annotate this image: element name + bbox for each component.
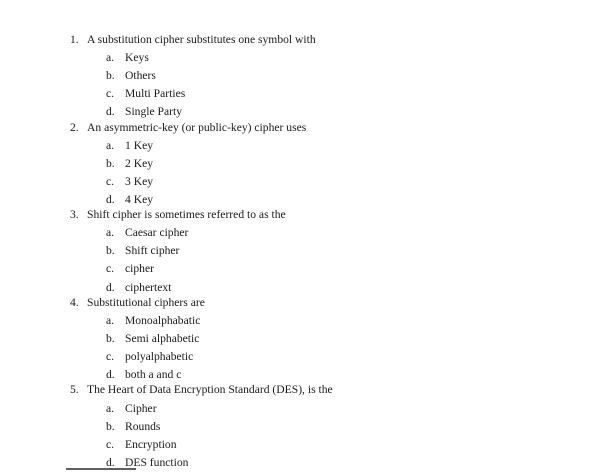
option-letter: a.	[106, 314, 115, 327]
option-text: both a and c	[125, 368, 182, 381]
option-letter: d.	[106, 368, 115, 381]
option-letter: c.	[106, 175, 115, 188]
option-text: Semi alphabetic	[125, 332, 200, 345]
question-text: Substitutional ciphers are	[87, 296, 205, 309]
option-letter: b.	[106, 69, 115, 82]
option-letter: d.	[106, 281, 115, 294]
option-letter: c.	[106, 438, 115, 451]
question-number: 2.	[70, 121, 79, 134]
option-letter: d.	[106, 105, 115, 118]
option-letter: c.	[106, 262, 115, 275]
option-letter: a.	[106, 139, 115, 152]
option-letter: a.	[106, 402, 115, 415]
option-text: 1 Key	[125, 139, 154, 152]
option-text: Monoalphabatic	[125, 314, 201, 327]
question-text: An asymmetric-key (or public-key) cipher uses	[87, 121, 307, 134]
cut-off-text-line	[66, 468, 136, 473]
option-text: Encryption	[125, 438, 177, 451]
option-letter: c.	[106, 87, 115, 100]
option-letter: d.	[106, 456, 115, 469]
option-text: Single Party	[125, 105, 183, 118]
question-text: The Heart of Data Encryption Standard (DES), is the	[87, 383, 333, 396]
question-text: A substitution cipher substitutes one symbol with	[87, 33, 316, 46]
option-letter: b.	[106, 332, 115, 345]
option-text: Shift cipher	[125, 244, 180, 257]
option-letter: d.	[106, 193, 115, 206]
option-letter: c.	[106, 350, 115, 363]
question-number: 3.	[70, 208, 79, 221]
question-number: 5.	[70, 383, 79, 396]
option-letter: a.	[106, 226, 115, 239]
option-letter: a.	[106, 51, 115, 64]
option-text: cipher	[125, 262, 154, 275]
option-text: 2 Key	[125, 157, 154, 170]
option-text: Cipher	[125, 402, 157, 415]
option-text: DES function	[125, 456, 189, 469]
option-text: Rounds	[125, 420, 161, 433]
option-text: Caesar cipher	[125, 226, 189, 239]
option-text: Keys	[125, 51, 149, 64]
option-text: polyalphabetic	[125, 350, 194, 363]
option-letter: b.	[106, 420, 115, 433]
question-text: Shift cipher is sometimes referred to as the	[87, 208, 286, 221]
question-number: 1.	[70, 33, 79, 46]
question-number: 4.	[70, 296, 79, 309]
option-letter: b.	[106, 157, 115, 170]
option-text: Multi Parties	[125, 87, 186, 100]
option-letter: b.	[106, 244, 115, 257]
option-text: 3 Key	[125, 175, 154, 188]
option-text: ciphertext	[125, 281, 172, 294]
option-text: Others	[125, 69, 156, 82]
option-text: 4 Key	[125, 193, 154, 206]
